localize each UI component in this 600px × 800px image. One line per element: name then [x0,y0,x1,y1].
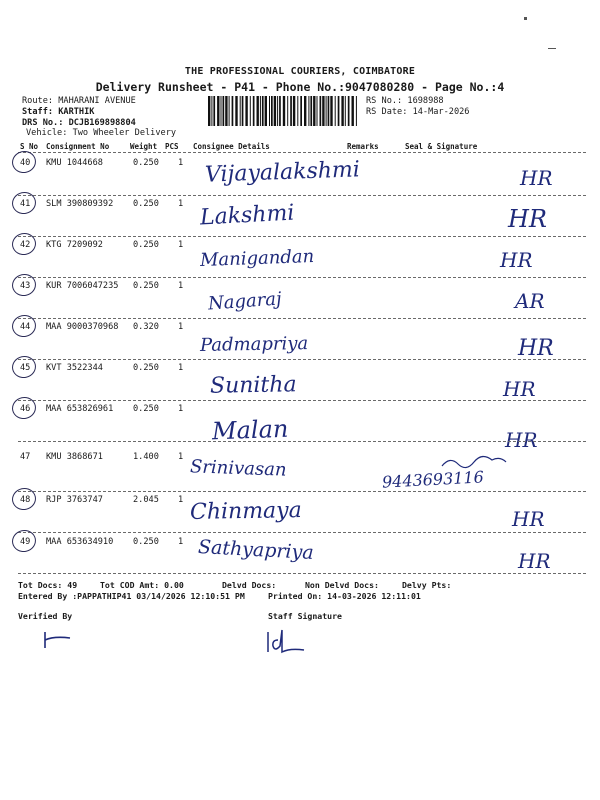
row-weight: 0.320 [133,322,159,332]
row-pcs: 1 [178,240,184,250]
consignee-handwriting: Srinivasan [189,456,287,481]
seal-signature: HR [500,248,533,272]
header-divider [18,152,586,153]
col-weight: Weight [130,142,158,151]
row-sno: 44 [20,322,31,332]
vehicle: Vehicle: Two Wheeler Delivery [26,128,177,138]
col-consignment: Consignment No [46,142,110,151]
row-consignment: KMU 1044668 [46,158,103,168]
row-divider [18,236,586,237]
table-row [0,363,600,404]
consignee-handwriting: Manigandan [199,246,315,271]
row-consignment: MAA 653634910 [46,537,114,547]
row-weight: 0.250 [133,158,159,168]
entered-by: Entered By :PAPPATHIP41 03/14/2026 12:10:51 PM [18,591,245,601]
staff-signature-label: Staff Signature [268,611,342,621]
consignee-handwriting: Chinmaya [189,498,302,525]
col-consignee: Consignee Details [193,142,270,151]
row-weight: 0.250 [133,537,159,547]
row-pcs: 1 [178,158,184,168]
barcode [208,96,360,126]
table-row [0,158,600,199]
col-pcs: PCS [165,142,179,151]
col-sno: S No [20,142,39,151]
row-consignment: SLM 390809392 [46,199,114,209]
scribble-mark [440,454,510,470]
row-pcs: 1 [178,363,184,373]
consignee-handwriting: Nagaraj [207,288,283,315]
row-pcs: 1 [178,537,184,547]
row-consignment: KUR 7006047235 [46,281,119,291]
seal-signature: HR [520,166,553,190]
row-pcs: 1 [178,452,184,462]
seal-signature: HR [508,205,547,233]
delivered-docs: Delvd Docs: [222,580,277,590]
scan-mark [524,17,527,20]
consignee-handwriting: Sathyapriya [197,535,315,565]
col-seal: Seal & Signature [405,142,478,151]
row-divider [18,277,586,278]
verifier-signature [40,628,80,650]
row-weight: 0.250 [133,199,159,209]
table-row [0,240,600,281]
col-remarks: Remarks [347,142,379,151]
row-sno: 47 [20,452,31,462]
row-pcs: 1 [178,495,184,505]
consignee-handwriting: Malan [211,414,289,446]
verified-by-label: Verified By [18,611,73,621]
row-consignment: MAA 9000370968 [46,322,119,332]
consignee-handwriting: Lakshmi [199,200,296,231]
row-sno: 45 [20,363,31,373]
row-weight: 0.250 [133,404,159,414]
row-consignment: RJP 3763747 [46,495,103,505]
row-pcs: 1 [178,199,184,209]
row-divider [18,573,586,574]
row-consignment: KVT 3522344 [46,363,103,373]
row-divider [18,195,586,196]
row-sno: 41 [20,199,31,209]
row-divider [18,400,586,401]
row-sno: 49 [20,537,31,547]
delivery-points: Delvy Pts: [402,580,452,590]
seal-signature: HR [518,336,554,361]
seal-signature: HR [518,549,551,573]
phone-handwriting: 9443693116 [381,467,485,492]
row-weight: 0.250 [133,281,159,291]
row-sno: 43 [20,281,31,291]
seal-signature: HR [503,377,536,401]
seal-signature: AR [515,289,545,313]
row-pcs: 1 [178,281,184,291]
consignee-handwriting: Sunitha [209,372,297,399]
consignee-handwriting: Vijayalakshmi [204,157,361,188]
runsheet-title: Delivery Runsheet - P41 - Phone No.:9047080280 - Page No.:4 [95,80,505,94]
seal-signature: HR [512,507,545,531]
row-weight: 0.250 [133,363,159,373]
company-title: THE PROFESSIONAL COURIERS, COIMBATORE [184,66,416,77]
row-divider [18,532,586,533]
non-delivered-docs: Non Delvd Docs: [305,580,379,590]
staff: Staff: KARTHIK [22,107,95,117]
consignee-handwriting: Padmapriya [199,333,309,356]
row-sno: 48 [20,495,31,505]
row-divider [18,491,586,492]
seal-signature: HR [505,428,538,452]
table-row [0,199,600,240]
table-row [0,281,600,322]
row-divider [18,441,586,442]
row-pcs: 1 [178,404,184,414]
drs-number: DRS No.: DCJB169898804 [22,118,136,128]
rs-date: RS Date: 14-Mar-2026 [366,107,470,117]
row-weight: 1.400 [133,452,159,462]
row-consignment: MAA 653826961 [46,404,114,414]
printed-on: Printed On: 14-03-2026 12:11:01 [268,591,421,601]
table-row [0,452,600,493]
row-sno: 42 [20,240,31,250]
row-sno: 46 [20,404,31,414]
row-consignment: KTG 7209092 [46,240,103,250]
table-row [0,537,600,578]
row-consignment: KMU 3868671 [46,452,103,462]
scan-mark [548,48,556,49]
total-cod: Tot COD Amt: 0.00 [100,580,184,590]
rs-number: RS No.: 1698988 [366,96,444,106]
total-docs: Tot Docs: 49 [18,580,78,590]
route: Route: MAHARANI AVENUE [22,96,136,106]
table-row [0,495,600,536]
row-sno: 40 [20,158,31,168]
table-row [0,404,600,452]
table-row [0,322,600,363]
row-divider [18,318,586,319]
row-weight: 0.250 [133,240,159,250]
staff-signature [262,626,312,656]
row-weight: 2.045 [133,495,159,505]
row-pcs: 1 [178,322,184,332]
row-divider [18,359,586,360]
